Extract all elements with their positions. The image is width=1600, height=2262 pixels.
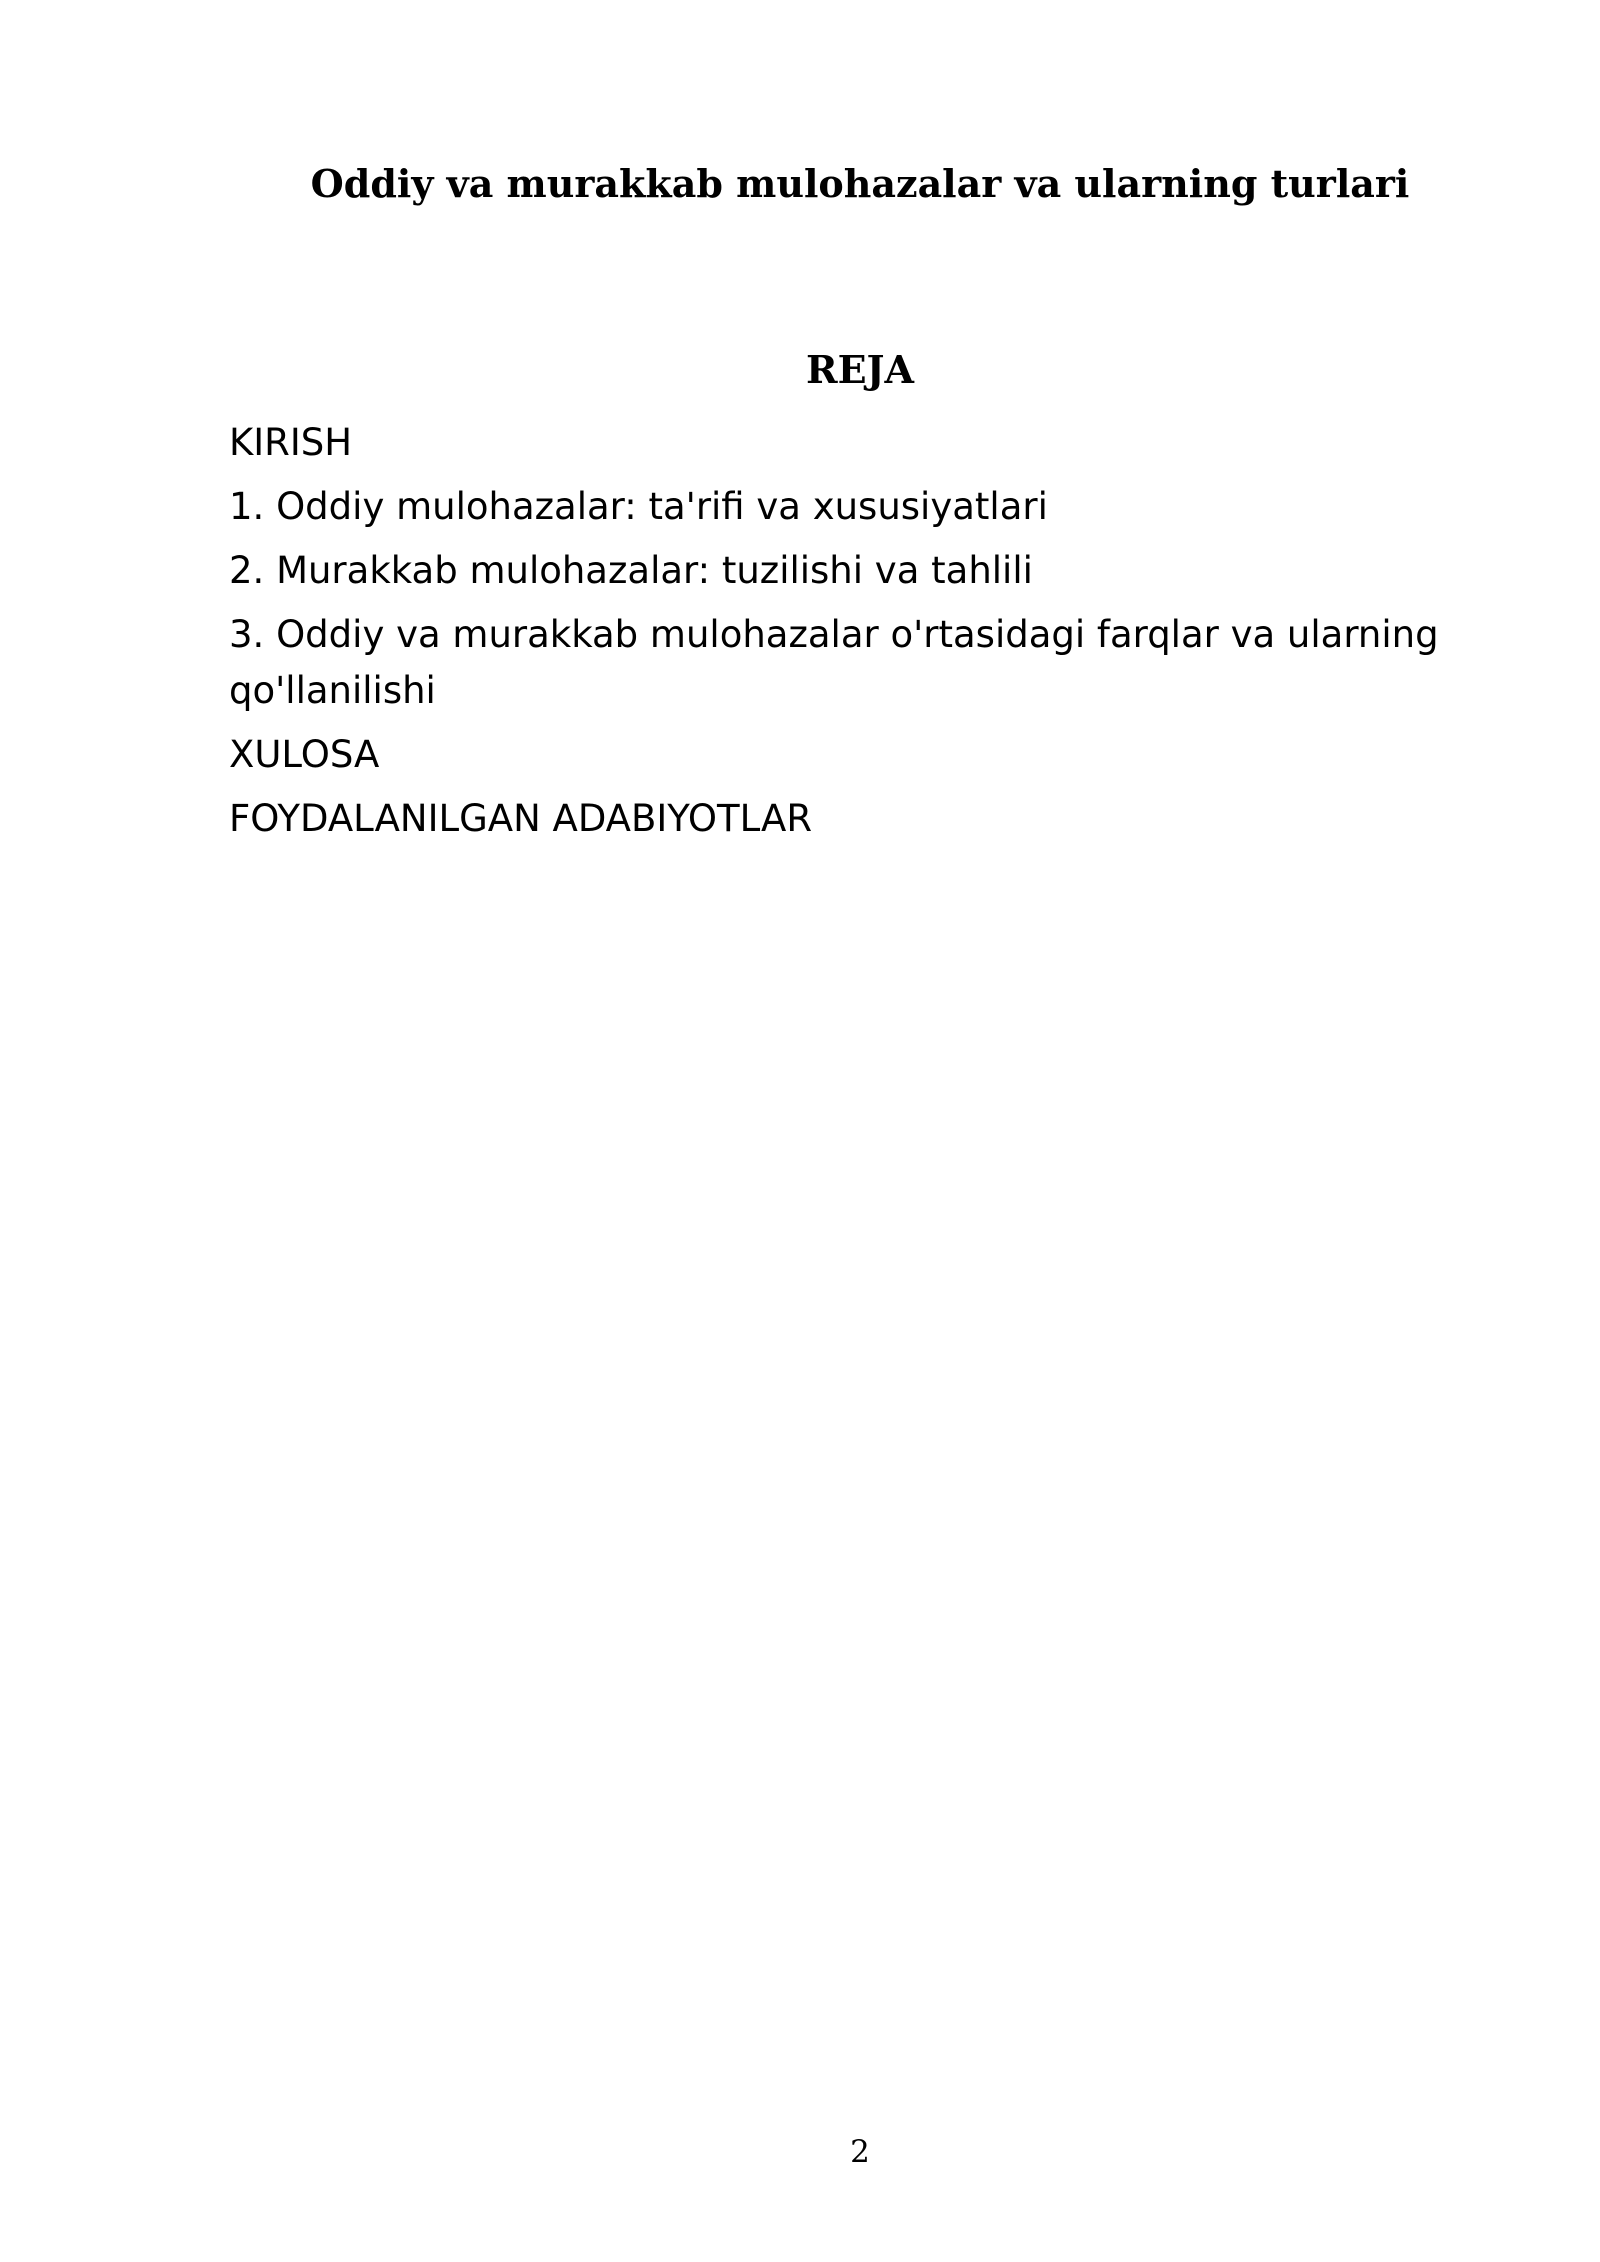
plan-list [229,415,1499,855]
plan-item-conclusion: XULOSA [229,733,380,776]
page-number: 2 [850,2134,870,2170]
plan-item-2: 2. Murakkab mulohazalar: tuzilishi va tahlili [229,549,1033,592]
plan-item-introduction: KIRISH [229,421,353,464]
plan-item-3: 3. Oddiy va murakkab mulohazalar o'rtasidagi farqlar va ularning qo'llanilishi [229,613,1439,712]
plan-item-references: FOYDALANILGAN ADABIYOTLAR [229,797,813,840]
plan-item-1: 1. Oddiy mulohazalar: ta'rifi va xususiyatlari [229,485,1048,528]
document-title: Oddiy va murakkab mulohazalar va ularning turlari [310,161,1410,206]
plan-heading: REJA [805,347,914,392]
